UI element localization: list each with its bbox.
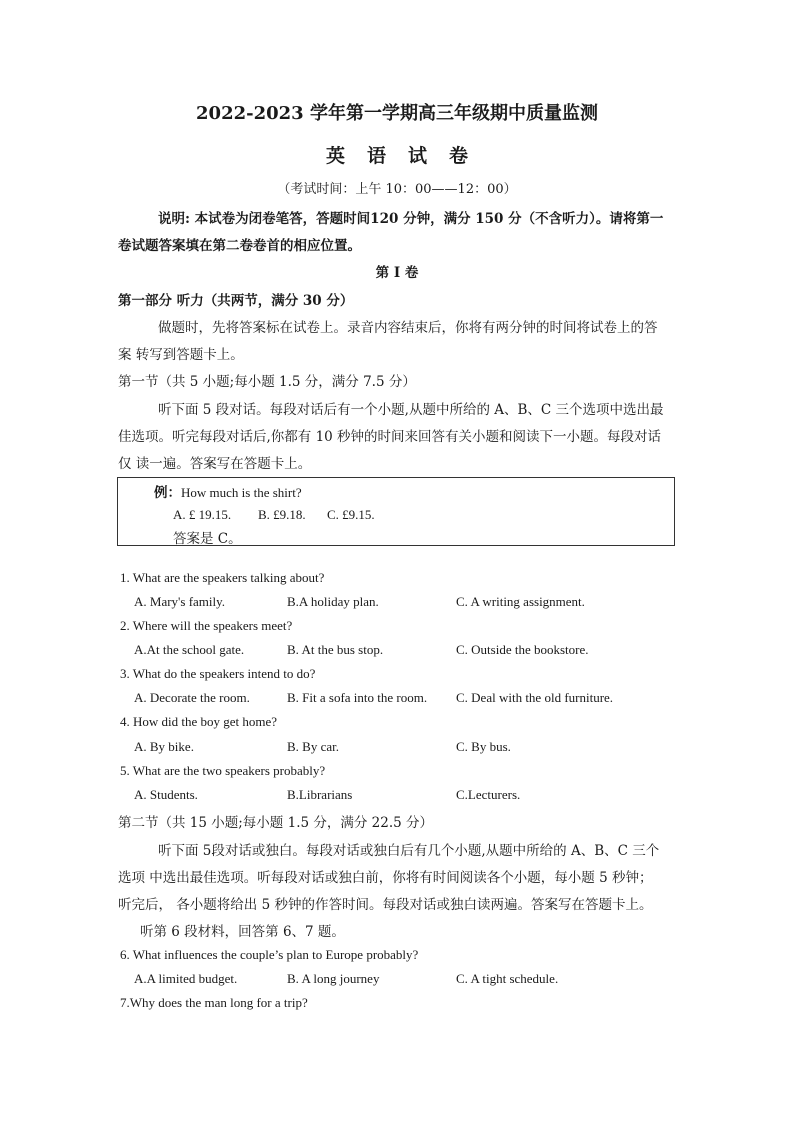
example-box [117,477,675,546]
example-question-row [154,481,302,501]
question-3-option-a: A. Decorate the room. [134,690,250,705]
question-7: 7.Why does the man long for a trip? [120,995,308,1010]
example-answer: 答案是 C。 [173,531,242,547]
section2-instr-line-3: 听完后， 各小题将给出 5 秒钟的作答时间。每段对话或独白读两遍。答案写在答题卡上。 [118,897,653,913]
example-label: 例： [154,485,181,501]
question-2-option-a: A.At the school gate. [134,642,245,657]
question-6-option-b: B. A long journey [287,971,380,986]
exam-title: 2022-2023 学年第一学期高三年级期中质量监测 [196,103,598,124]
section1-heading: 第一节（共 5 小题;每小题 1.5 分，满分 7.5 分） [118,374,416,390]
question-5-option-a: A. Students. [134,787,198,802]
example-option-b: B. £9.18. [258,507,306,522]
subject-title: 英语试卷 [325,145,490,167]
section2-instr-line-2: 选项 中选出最佳选项。听每段对话或独白前，你将有时间阅读各个小题，每小题 5 秒钟； [118,870,653,886]
instructions-line-2: 卷试题答案填在第二卷卷首的相应位置。 [118,238,361,254]
part1-intro-line-1: 做题时，先将答案标在试卷上。录音内容结束后，你将有两分钟的时间将试卷上的答 [158,320,658,336]
question-6: 6. What influences the couple’s plan to Europe probably? [120,947,419,962]
question-4-option-c: C. By bus. [456,739,511,754]
question-3-option-b: B. Fit a sofa into the room. [287,690,428,705]
instructions-line-1: 说明: 本试卷为闭卷笔答，答题时间120 分钟，满分 150 分（不含听力）。请将第一 [158,211,664,227]
question-3-option-c: C. Deal with the old furniture. [456,690,614,705]
section2-heading: 第二节（共 15 小题;每小题 1.5 分，满分 22.5 分） [118,815,434,831]
question-2-option-b: B. At the bus stop. [287,642,384,657]
question-3: 3. What do the speakers intend to do? [120,666,316,681]
part1-heading: 第一部分 听力（共两节，满分 30 分） [118,293,354,309]
question-1-option-c: C. A writing assignment. [456,594,585,609]
question-4: 4. How did the boy get home? [120,714,278,729]
question-2-option-c: C. Outside the bookstore. [456,642,589,657]
exam-time: （考试时间：上午 10：00——12：00） [277,182,517,197]
question-5-option-c: C.Lecturers. [456,787,521,802]
question-4-option-a: A. By bike. [134,739,194,754]
section2-material: 听第 6 段材料，回答第 6、7 题。 [140,924,345,940]
part1-intro-line-2: 案 转写到答题卡上。 [118,347,244,363]
question-2: 2. Where will the speakers meet? [120,618,293,633]
question-6-option-c: C. A tight schedule. [456,971,559,986]
section2-instr-line-1: 听下面 5段对话或独白。每段对话或独白后有几个小题,从题中所给的 A、B、C 三个 [158,843,660,859]
example-option-c: C. £9.15. [327,507,375,522]
question-5: 5. What are the two speakers probably? [120,763,326,778]
question-5-option-b: B.Librarians [287,787,353,802]
question-6-option-a: A.A limited budget. [134,971,238,986]
question-1-option-b: B.A holiday plan. [287,594,379,609]
section1-instr-line-1: 听下面 5 段对话。每段对话后有一个小题,从题中所给的 A、B、C 三个选项中选出最 [158,402,664,418]
question-4-option-b: B. By car. [287,739,339,754]
example-option-a: A. £ 19.15. [173,507,232,522]
section1-instr-line-3: 仅 读一遍。答案写在答题卡上。 [118,456,312,472]
section1-instr-line-2: 佳选项。听完每段对话后,你都有 10 秒钟的时间来回答有关小题和阅读下一小题。每段对话 [118,429,662,445]
example-question: How much is the shirt? [181,485,302,500]
question-1-option-a: A. Mary's family. [134,594,226,609]
question-1: 1. What are the speakers talking about? [120,570,325,585]
volume-heading: 第 I 卷 [375,265,419,281]
